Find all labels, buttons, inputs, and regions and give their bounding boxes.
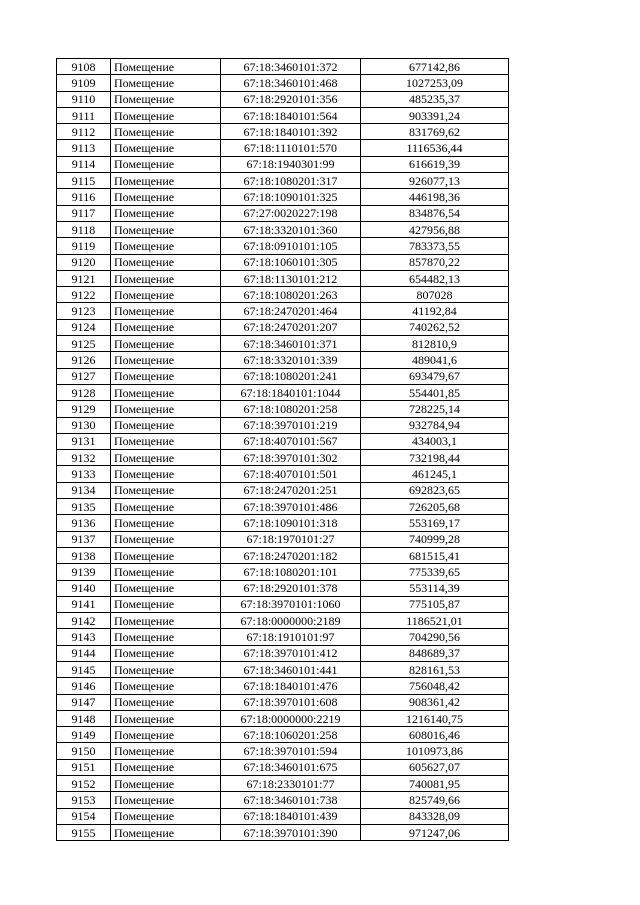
cadastral-number-cell: 67:18:1080201:241 [221,368,361,384]
table-row [57,287,509,303]
table-row [57,694,509,710]
row-number-cell: 9155 [57,824,111,840]
table-row [57,482,509,498]
object-type-cell: Помещение [111,238,221,254]
cadastral-number-cell: 67:18:3460101:738 [221,792,361,808]
row-number-cell: 9144 [57,645,111,661]
row-number-cell: 9110 [57,91,111,107]
value-cell: 427956,88 [361,221,509,237]
table-row [57,270,509,286]
row-number-cell: 9131 [57,433,111,449]
table-row [57,824,509,840]
cadastral-number-cell: 67:18:1840101:439 [221,808,361,824]
row-number-cell: 9120 [57,254,111,270]
object-type-cell: Помещение [111,173,221,189]
table-row [57,303,509,319]
table-row [57,515,509,531]
table-row [57,629,509,645]
table-row [57,792,509,808]
table-row [57,433,509,449]
row-number-cell: 9140 [57,580,111,596]
value-cell: 1027253,09 [361,75,509,91]
value-cell: 783373,55 [361,238,509,254]
data-table [56,58,509,841]
object-type-cell: Помещение [111,107,221,123]
table-row [57,547,509,563]
cadastral-number-cell: 67:18:1080201:258 [221,401,361,417]
object-type-cell: Помещение [111,824,221,840]
object-type-cell: Помещение [111,59,221,75]
value-cell: 857870,22 [361,254,509,270]
value-cell: 434003,1 [361,433,509,449]
cadastral-number-cell: 67:18:1840101:564 [221,107,361,123]
object-type-cell: Помещение [111,336,221,352]
object-type-cell: Помещение [111,124,221,140]
value-cell: 693479,67 [361,368,509,384]
object-type-cell: Помещение [111,401,221,417]
object-type-cell: Помещение [111,596,221,612]
cadastral-number-cell: 67:27:0020227:198 [221,205,361,221]
value-cell: 654482,13 [361,270,509,286]
row-number-cell: 9121 [57,270,111,286]
value-cell: 485235,37 [361,91,509,107]
cadastral-number-cell: 67:18:2920101:356 [221,91,361,107]
row-number-cell: 9146 [57,678,111,694]
value-cell: 1010973,86 [361,743,509,759]
cadastral-number-cell: 67:18:1090101:318 [221,515,361,531]
table-row [57,678,509,694]
value-cell: 834876,54 [361,205,509,221]
cadastral-number-cell: 67:18:3970101:390 [221,824,361,840]
object-type-cell: Помещение [111,319,221,335]
value-cell: 848689,37 [361,645,509,661]
value-cell: 1186521,01 [361,613,509,629]
row-number-cell: 9114 [57,156,111,172]
object-type-cell: Помещение [111,580,221,596]
object-type-cell: Помещение [111,515,221,531]
object-type-cell: Помещение [111,499,221,515]
object-type-cell: Помещение [111,629,221,645]
table-row [57,727,509,743]
table-row [57,776,509,792]
table-row [57,91,509,107]
cadastral-number-cell: 67:18:1130101:212 [221,270,361,286]
table-row [57,59,509,75]
object-type-cell: Помещение [111,450,221,466]
table-row [57,140,509,156]
table-row [57,384,509,400]
value-cell: 726205,68 [361,499,509,515]
value-cell: 554401,85 [361,384,509,400]
cadastral-number-cell: 67:18:1110101:570 [221,140,361,156]
table-row [57,580,509,596]
cadastral-number-cell: 67:18:1060101:305 [221,254,361,270]
table-row [57,189,509,205]
row-number-cell: 9111 [57,107,111,123]
value-cell: 553169,17 [361,515,509,531]
object-type-cell: Помещение [111,759,221,775]
cadastral-number-cell: 67:18:0000000:2219 [221,710,361,726]
table-row [57,156,509,172]
table-row [57,107,509,123]
value-cell: 775339,65 [361,564,509,580]
row-number-cell: 9132 [57,450,111,466]
row-number-cell: 9148 [57,710,111,726]
row-number-cell: 9119 [57,238,111,254]
value-cell: 825749,66 [361,792,509,808]
object-type-cell: Помещение [111,91,221,107]
cadastral-number-cell: 67:18:1910101:97 [221,629,361,645]
row-number-cell: 9112 [57,124,111,140]
row-number-cell: 9135 [57,499,111,515]
value-cell: 740081,95 [361,776,509,792]
cadastral-number-cell: 67:18:0910101:105 [221,238,361,254]
value-cell: 692823,65 [361,482,509,498]
object-type-cell: Помещение [111,75,221,91]
object-type-cell: Помещение [111,189,221,205]
object-type-cell: Помещение [111,564,221,580]
cadastral-number-cell: 67:18:0000000:2189 [221,613,361,629]
row-number-cell: 9141 [57,596,111,612]
value-cell: 728225,14 [361,401,509,417]
value-cell: 681515,41 [361,547,509,563]
cadastral-number-cell: 67:18:3460101:675 [221,759,361,775]
row-number-cell: 9116 [57,189,111,205]
cadastral-number-cell: 67:18:2330101:77 [221,776,361,792]
value-cell: 41192,84 [361,303,509,319]
row-number-cell: 9133 [57,466,111,482]
table-row [57,743,509,759]
cadastral-number-cell: 67:18:1080201:317 [221,173,361,189]
cadastral-number-cell: 67:18:1840101:476 [221,678,361,694]
object-type-cell: Помещение [111,221,221,237]
cadastral-number-cell: 67:18:1940301:99 [221,156,361,172]
object-type-cell: Помещение [111,140,221,156]
cadastral-number-cell: 67:18:1060201:258 [221,727,361,743]
object-type-cell: Помещение [111,482,221,498]
table-row [57,336,509,352]
table-row [57,710,509,726]
object-type-cell: Помещение [111,303,221,319]
cadastral-number-cell: 67:18:4070101:501 [221,466,361,482]
table-row [57,368,509,384]
object-type-cell: Помещение [111,417,221,433]
table-row [57,254,509,270]
value-cell: 616619,39 [361,156,509,172]
table-row [57,417,509,433]
object-type-cell: Помещение [111,270,221,286]
table-row [57,401,509,417]
table-row [57,596,509,612]
value-cell: 756048,42 [361,678,509,694]
row-number-cell: 9151 [57,759,111,775]
row-number-cell: 9130 [57,417,111,433]
row-number-cell: 9115 [57,173,111,189]
object-type-cell: Помещение [111,156,221,172]
value-cell: 608016,46 [361,727,509,743]
cadastral-number-cell: 67:18:1080201:101 [221,564,361,580]
cadastral-number-cell: 67:18:4070101:567 [221,433,361,449]
table-row [57,564,509,580]
row-number-cell: 9153 [57,792,111,808]
value-cell: 828161,53 [361,661,509,677]
value-cell: 775105,87 [361,596,509,612]
cadastral-number-cell: 67:18:3320101:360 [221,221,361,237]
cadastral-number-cell: 67:18:3970101:608 [221,694,361,710]
table-row [57,75,509,91]
object-type-cell: Помещение [111,205,221,221]
row-number-cell: 9117 [57,205,111,221]
cadastral-number-cell: 67:18:2470201:251 [221,482,361,498]
row-number-cell: 9129 [57,401,111,417]
row-number-cell: 9122 [57,287,111,303]
object-type-cell: Помещение [111,678,221,694]
value-cell: 704290,56 [361,629,509,645]
value-cell: 605627,07 [361,759,509,775]
cadastral-number-cell: 67:18:2920101:378 [221,580,361,596]
cadastral-number-cell: 67:18:1080201:263 [221,287,361,303]
row-number-cell: 9125 [57,336,111,352]
row-number-cell: 9143 [57,629,111,645]
object-type-cell: Помещение [111,384,221,400]
row-number-cell: 9139 [57,564,111,580]
row-number-cell: 9128 [57,384,111,400]
object-type-cell: Помещение [111,808,221,824]
cadastral-number-cell: 67:18:3460101:371 [221,336,361,352]
value-cell: 1216140,75 [361,710,509,726]
row-number-cell: 9136 [57,515,111,531]
object-type-cell: Помещение [111,727,221,743]
row-number-cell: 9137 [57,531,111,547]
cadastral-number-cell: 67:18:3970101:302 [221,450,361,466]
object-type-cell: Помещение [111,743,221,759]
row-number-cell: 9152 [57,776,111,792]
table-row [57,124,509,140]
cadastral-number-cell: 67:18:3970101:219 [221,417,361,433]
value-cell: 740262,52 [361,319,509,335]
row-number-cell: 9147 [57,694,111,710]
value-cell: 1116536,44 [361,140,509,156]
cadastral-number-cell: 67:18:3460101:441 [221,661,361,677]
row-number-cell: 9149 [57,727,111,743]
cadastral-number-cell: 67:18:3320101:339 [221,352,361,368]
value-cell: 926077,13 [361,173,509,189]
table-body [57,59,509,841]
value-cell: 553114,39 [361,580,509,596]
row-number-cell: 9150 [57,743,111,759]
value-cell: 461245,1 [361,466,509,482]
table-row [57,221,509,237]
object-type-cell: Помещение [111,661,221,677]
object-type-cell: Помещение [111,776,221,792]
table-row [57,173,509,189]
object-type-cell: Помещение [111,710,221,726]
cadastral-number-cell: 67:18:1970101:27 [221,531,361,547]
object-type-cell: Помещение [111,792,221,808]
cadastral-number-cell: 67:18:3970101:412 [221,645,361,661]
object-type-cell: Помещение [111,531,221,547]
row-number-cell: 9142 [57,613,111,629]
object-type-cell: Помещение [111,254,221,270]
cadastral-number-cell: 67:18:3970101:486 [221,499,361,515]
row-number-cell: 9123 [57,303,111,319]
cadastral-number-cell: 67:18:2470201:182 [221,547,361,563]
value-cell: 932784,94 [361,417,509,433]
value-cell: 831769,62 [361,124,509,140]
row-number-cell: 9138 [57,547,111,563]
cadastral-number-cell: 67:18:1840101:392 [221,124,361,140]
table-row [57,808,509,824]
object-type-cell: Помещение [111,352,221,368]
value-cell: 908361,42 [361,694,509,710]
row-number-cell: 9154 [57,808,111,824]
value-cell: 732198,44 [361,450,509,466]
cadastral-number-cell: 67:18:3970101:594 [221,743,361,759]
value-cell: 807028 [361,287,509,303]
table-row [57,759,509,775]
object-type-cell: Помещение [111,547,221,563]
row-number-cell: 9109 [57,75,111,91]
cadastral-number-cell: 67:18:2470201:207 [221,319,361,335]
row-number-cell: 9108 [57,59,111,75]
table-row [57,661,509,677]
row-number-cell: 9124 [57,319,111,335]
table-row [57,352,509,368]
value-cell: 903391,24 [361,107,509,123]
value-cell: 843328,09 [361,808,509,824]
table-row [57,319,509,335]
cadastral-number-cell: 67:18:1090101:325 [221,189,361,205]
object-type-cell: Помещение [111,694,221,710]
cadastral-number-cell: 67:18:3460101:468 [221,75,361,91]
row-number-cell: 9134 [57,482,111,498]
table-row [57,531,509,547]
value-cell: 446198,36 [361,189,509,205]
cadastral-number-cell: 67:18:2470201:464 [221,303,361,319]
value-cell: 971247,06 [361,824,509,840]
table-row [57,613,509,629]
cadastral-number-cell: 67:18:3460101:372 [221,59,361,75]
cadastral-number-cell: 67:18:1840101:1044 [221,384,361,400]
cadastral-number-cell: 67:18:3970101:1060 [221,596,361,612]
value-cell: 489041,6 [361,352,509,368]
object-type-cell: Помещение [111,613,221,629]
row-number-cell: 9145 [57,661,111,677]
value-cell: 740999,28 [361,531,509,547]
row-number-cell: 9118 [57,221,111,237]
row-number-cell: 9127 [57,368,111,384]
table-row [57,645,509,661]
table-row [57,499,509,515]
value-cell: 677142,86 [361,59,509,75]
object-type-cell: Помещение [111,433,221,449]
row-number-cell: 9113 [57,140,111,156]
object-type-cell: Помещение [111,645,221,661]
object-type-cell: Помещение [111,368,221,384]
table-row [57,466,509,482]
table-row [57,205,509,221]
table-row [57,238,509,254]
object-type-cell: Помещение [111,466,221,482]
row-number-cell: 9126 [57,352,111,368]
table-row [57,450,509,466]
object-type-cell: Помещение [111,287,221,303]
value-cell: 812810,9 [361,336,509,352]
